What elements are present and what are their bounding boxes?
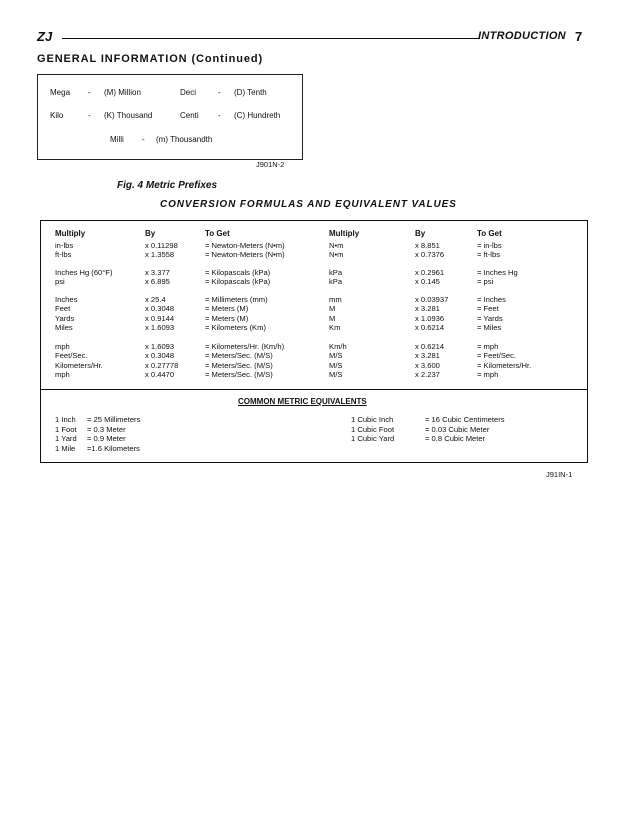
prefix-dash: - — [218, 88, 221, 97]
result-cell: = Kilometers/Hr. — [477, 360, 532, 370]
factor-cell: x 6.895 — [145, 277, 170, 287]
prefix-dash: - — [218, 111, 221, 120]
factor-cell: x 0.03937 — [415, 295, 449, 304]
multiply-cell: Km/h — [329, 342, 347, 351]
factor-cell: x 0.11298 — [145, 241, 178, 250]
multiply-cell: mph — [55, 369, 70, 379]
column-header-by: By — [415, 229, 426, 238]
factor-cell: x 0.7376 — [415, 250, 445, 260]
prefix-meaning: (C) Hundreth — [234, 111, 281, 120]
prefix-dash: - — [142, 135, 145, 144]
multiply-cell: N•m — [329, 250, 344, 260]
factor-cell: x 3.281 — [415, 304, 440, 314]
result-cell: = ft-lbs — [477, 250, 501, 260]
result-cell: = Newton-Meters (N•m) — [205, 241, 285, 250]
factor-cell: x 3.281 — [415, 351, 440, 361]
equivalent-value: = 0.03 Cubic Meter — [425, 424, 490, 434]
prefix-meaning: (D) Tenth — [234, 88, 267, 97]
multiply-cell: Yards — [55, 313, 75, 323]
header-section-name: INTRODUCTION — [478, 30, 566, 42]
equivalent-unit: 1 Inch — [55, 415, 76, 424]
factor-cell: x 0.3048 — [145, 304, 175, 314]
result-cell: = Inches — [477, 295, 506, 304]
conversion-table — [40, 220, 588, 390]
multiply-cell: Inches Hg (60°F) — [55, 268, 113, 277]
equivalent-value: = 0.3 Meter — [87, 424, 126, 434]
result-cell: = Meters/Sec. (M/S) — [205, 351, 273, 361]
figure-caption: Fig. 4 Metric Prefixes — [117, 180, 218, 191]
multiply-cell: kPa — [329, 277, 343, 287]
result-cell: = Meters/Sec. (M/S) — [205, 360, 273, 370]
equivalent-unit: 1 Cubic Foot — [351, 424, 395, 434]
header-model-code: ZJ — [37, 29, 53, 44]
multiply-cell: M/S — [329, 360, 343, 370]
result-cell: = Kilometers (Km) — [205, 322, 266, 332]
factor-cell: x 0.6214 — [415, 342, 445, 351]
equivalent-unit: 1 Yard — [55, 434, 77, 444]
multiply-cell: mm — [329, 295, 342, 304]
multiply-cell: Inches — [55, 295, 78, 304]
result-cell: = Kilometers/Hr. (Km/h) — [205, 342, 285, 351]
factor-cell: x 0.4470 — [145, 369, 175, 379]
multiply-cell: psi — [55, 277, 65, 287]
multiply-cell: M — [329, 313, 336, 323]
factor-cell: x 0.6214 — [415, 322, 445, 332]
header-rule — [62, 38, 480, 39]
factor-cell: x 0.9144 — [145, 313, 175, 323]
multiply-cell: Feet/Sec. — [55, 351, 88, 361]
figure-code: J901N-2 — [256, 160, 285, 169]
multiply-cell: Feet — [55, 304, 71, 314]
factor-cell: x 0.2961 — [415, 268, 445, 277]
factor-cell: x 25.4 — [145, 295, 166, 304]
result-cell: = Feet — [477, 304, 499, 314]
multiply-cell: mph — [55, 342, 70, 351]
result-cell: = Meters (M) — [205, 313, 249, 323]
column-header-multiply: Multiply — [329, 229, 360, 238]
factor-cell: x 1.6093 — [145, 342, 175, 351]
prefix-name: Deci — [180, 88, 197, 97]
equivalent-value: =1.6 Kilometers — [87, 443, 140, 453]
factor-cell: x 1.6093 — [145, 322, 175, 332]
page-number: 7 — [575, 29, 583, 44]
multiply-cell: M/S — [329, 351, 343, 361]
factor-cell: x 1.0936 — [415, 313, 445, 323]
multiply-cell: Kilometers/Hr. — [55, 360, 103, 370]
common-equivalents-title: COMMON METRIC EQUIVALENTS — [238, 397, 367, 406]
prefix-dash: - — [88, 88, 91, 97]
equivalent-unit: 1 Cubic Yard — [351, 434, 395, 444]
result-cell: = Miles — [477, 322, 502, 332]
multiply-cell: M — [329, 304, 336, 314]
equivalent-unit: 1 Mile — [55, 443, 76, 453]
factor-cell: x 3.377 — [145, 268, 170, 277]
factor-cell: x 3.600 — [415, 360, 440, 370]
prefix-meaning: (m) Thousandth — [156, 135, 213, 144]
multiply-cell: Km — [329, 322, 341, 332]
result-cell: = Yards — [477, 313, 503, 323]
factor-cell: x 1.3558 — [145, 250, 175, 260]
equivalent-value: = 25 Millimeters — [87, 415, 141, 424]
result-cell: = Inches Hg — [477, 268, 518, 277]
section-title: GENERAL INFORMATION (Continued) — [37, 53, 264, 65]
prefix-name: Mega — [50, 88, 71, 97]
factor-cell: x 2.237 — [415, 369, 440, 379]
prefix-meaning: (K) Thousand — [104, 111, 153, 120]
prefix-name: Milli — [110, 135, 124, 144]
result-cell: = psi — [477, 277, 494, 287]
factor-cell: x 0.3048 — [145, 351, 175, 361]
conversion-table-title: CONVERSION FORMULAS AND EQUIVALENT VALUES — [160, 199, 457, 210]
multiply-cell: kPa — [329, 268, 343, 277]
multiply-cell: ft-lbs — [55, 250, 72, 260]
result-cell: = mph — [477, 342, 499, 351]
factor-cell: x 8.851 — [415, 241, 440, 250]
common-metric-equivalents — [40, 389, 588, 463]
prefix-name: Kilo — [50, 111, 64, 120]
column-header-by: By — [145, 229, 156, 238]
result-cell: = Kilopascals (kPa) — [205, 277, 271, 287]
result-cell: = Feet/Sec. — [477, 351, 517, 361]
factor-cell: x 0.27778 — [145, 360, 179, 370]
column-header-to-get: To Get — [205, 229, 230, 238]
result-cell: = in-lbs — [477, 241, 502, 250]
metric-prefix-figure — [37, 74, 303, 160]
result-cell: = Newton-Meters (N•m) — [205, 250, 285, 260]
column-header-to-get: To Get — [477, 229, 502, 238]
prefix-name: Centi — [180, 111, 199, 120]
result-cell: = Meters (M) — [205, 304, 249, 314]
equivalent-value: = 0.9 Meter — [87, 434, 126, 444]
result-cell: = mph — [477, 369, 499, 379]
multiply-cell: Miles — [55, 322, 73, 332]
factor-cell: x 0.145 — [415, 277, 440, 287]
result-cell: = Millimeters (mm) — [205, 295, 268, 304]
multiply-cell: in-lbs — [55, 241, 74, 250]
multiply-cell: N•m — [329, 241, 344, 250]
prefix-meaning: (M) Million — [104, 88, 141, 97]
column-header-multiply: Multiply — [55, 229, 86, 238]
equivalent-unit: 1 Foot — [55, 424, 77, 434]
result-cell: = Meters/Sec. (M/S) — [205, 369, 273, 379]
equivalent-value: = 0.8 Cubic Meter — [425, 434, 486, 444]
equivalent-value: = 16 Cubic Centimeters — [425, 415, 505, 424]
equivalent-unit: 1 Cubic Inch — [351, 415, 394, 424]
prefix-dash: - — [88, 111, 91, 120]
multiply-cell: M/S — [329, 369, 343, 379]
table-figure-code: J91IN-1 — [546, 470, 573, 479]
result-cell: = Kilopascals (kPa) — [205, 268, 271, 277]
